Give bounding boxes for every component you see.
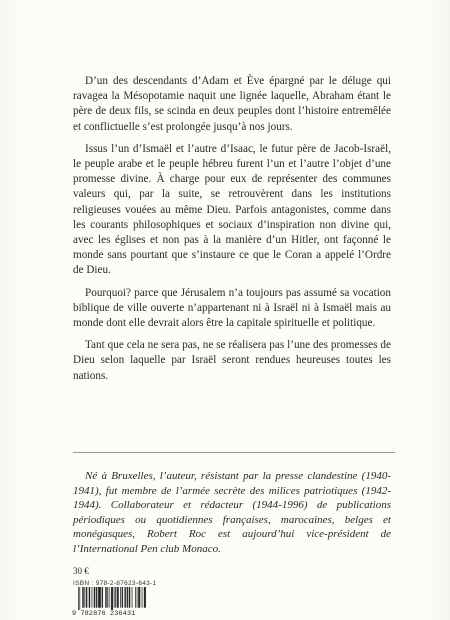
price-label: 30 € [73, 566, 89, 576]
author-bio [73, 469, 391, 557]
barcode [72, 587, 148, 620]
barcode-bar [86, 587, 87, 608]
barcode-bar [125, 587, 126, 608]
barcode-bar [112, 587, 113, 610]
barcode-bar [125, 587, 126, 608]
barcode-bar [117, 587, 118, 608]
synopsis-paragraph-3: Pourquoi? parce que Jérusalem n’a toujours pas assumé sa vocation biblique de ville ouverte n’appartenant ni à Israël ni à Ismaël mais au monde dont elle devrait alors être la capitale spirituelle et politique. [73, 286, 391, 330]
barcode-bar [122, 587, 123, 608]
synopsis-text [73, 74, 391, 391]
barcode-bar [122, 587, 123, 608]
barcode-bar [142, 587, 143, 608]
barcode-bar [102, 587, 103, 608]
barcode-bar [107, 587, 108, 608]
barcode-bar [102, 587, 103, 608]
barcode-bar [145, 587, 146, 608]
barcode-bar [117, 587, 118, 608]
barcode-bar [89, 587, 90, 608]
barcode-bar [94, 587, 95, 608]
barcode-bar [94, 587, 95, 608]
barcode-bar [109, 587, 110, 608]
barcode-bar [135, 587, 136, 608]
barcode-bar [130, 587, 131, 608]
barcode-bar [137, 587, 138, 608]
barcode-icon [78, 587, 146, 610]
barcode-bar [118, 587, 119, 608]
barcode-bar [140, 587, 141, 608]
barcode-bar [144, 587, 145, 608]
barcode-bar [112, 587, 113, 610]
barcode-bar [100, 587, 101, 608]
barcode-bar [139, 587, 140, 608]
barcode-bar [127, 587, 128, 608]
section-divider [73, 452, 395, 453]
synopsis-paragraph-4: Tant que cela ne sera pas, ne se réalisera pas l’une des promesses de Dieu selon laquelle par Israël seront rendues heureuses toutes les nations. [73, 339, 391, 382]
barcode-bar [99, 587, 100, 608]
barcode-bar [105, 587, 106, 608]
barcode-bar [127, 587, 128, 608]
barcode-bar [106, 587, 107, 608]
barcode-bar [84, 587, 85, 608]
barcode-bar [83, 587, 84, 608]
barcode-bar [89, 587, 90, 608]
barcode-digits: 9 782876 236431 [72, 610, 136, 618]
barcode-bar [114, 587, 115, 608]
barcode-bar [132, 587, 133, 608]
isbn-label: ISBN : 978-2-87623-643-1 [73, 580, 157, 587]
barcode-bar [145, 587, 146, 608]
barcode-bar [120, 587, 121, 608]
barcode-bar [82, 587, 83, 608]
synopsis-paragraph-1: D’un des descendants d’Adam et Ève épargné par le déluge qui ravagea la Mésopotamie naquit une lignée laquelle, Abraham étant le père de deux fils, se scinda en deux peuples dont l’histoire entremêlée et conflictuelle s’est prolongée jusqu’à nos jours. [73, 75, 391, 133]
barcode-bar [79, 587, 80, 610]
barcode-bar [92, 587, 93, 608]
barcode-bar [99, 587, 100, 608]
barcode-bar [115, 587, 116, 608]
barcode-bar [78, 587, 79, 610]
author-bio-text: Né à Bruxelles, l’auteur, résistant par la presse clandestine (1940-1941), fut membre de l’armée secrète des milices patriotiques (1942-1944). Collaborateur et rédacteur (1944-1996) de publications périodiques ou quotidiennes françaises, marocaines, belges et monégasques, Robert Roc est aujourd’hui vice-président de l’International Pen club Monaco. [73, 470, 391, 555]
barcode-bar [87, 587, 88, 608]
barcode-bar [98, 587, 99, 608]
barcode-bar [129, 587, 130, 608]
barcode-bar [138, 587, 139, 608]
barcode-bar [97, 587, 98, 608]
synopsis-paragraph-2: Issus l’un d’Ismaël et l’autre d’Isaac, le futur père de Jacob-Israël, le peuple arabe et le peuple hébreu furent l’un et l’autre l’objet d’une promesse divine. À charge pour eux de représenter des communes valeurs qui, par la suite, se retrouvèrent dans les institutions religieuses vouées au même Dieu. Parfois antagonistes, comme dans les courants philosophiques et sociaux d’inspiration non divine qui, avec les églises et non pas à la manière d’un Hitler, ont façonné le monde sans pourtant que s’instaure ce que le Coran a appelé l’Ordre de Dieu. [73, 142, 391, 277]
barcode-bar [111, 587, 112, 610]
barcode-bar [96, 587, 97, 608]
